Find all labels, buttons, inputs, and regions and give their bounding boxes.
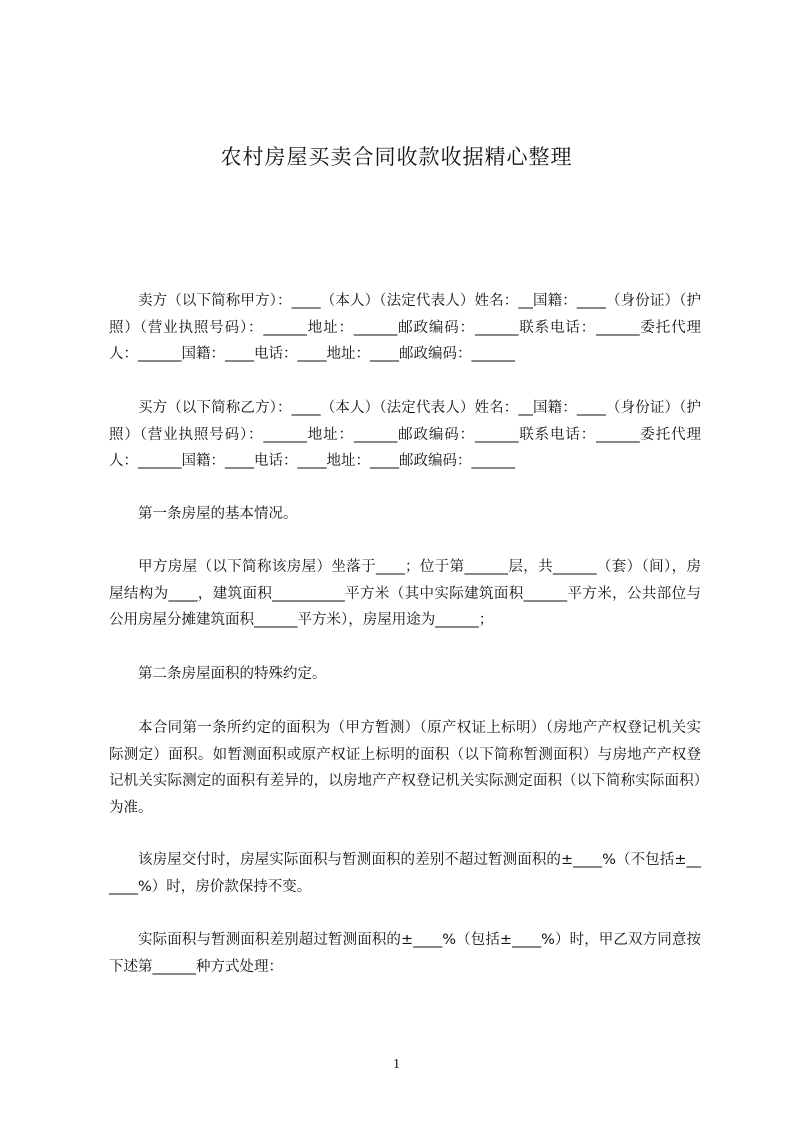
article-2-paragraph-3: 实际面积与暂测面积差别超过暂测面积的±____%（包括±____%）时，甲乙双方同意按下述第______种方式处理： (109, 932, 701, 975)
article-1-heading: 第一条房屋的基本情况。 (138, 506, 298, 522)
document-title: 农村房屋买卖合同收款收据精心整理 (220, 145, 573, 169)
seller-paragraph: 卖方（以下简称甲方）：____（本人）（法定代表人）姓名：__国籍：____（身份证）（护照）（营业执照号码）：______地址：______邮政编码：______联系电话：______委托代理人：______国籍：____电话：____地址：____邮政编码：______ (109, 293, 701, 362)
article-2-paragraph-2: 该房屋交付时，房屋实际面积与暂测面积的差别不超过暂测面积的±____%（不包括±______%）时，房价款保持不变。 (109, 852, 701, 895)
article-2-heading: 第二条房屋面积的特殊约定。 (138, 666, 327, 682)
article-2-paragraph-1: 本合同第一条所约定的面积为（甲方暂测）（原产权证上标明）（房地产产权登记机关实际测定）面积。如暂测面积或原产权证上标明的面积（以下简称暂测面积）与房地产产权登记机关实际测定的面积有差异的，以房地产产权登记机关实际测定面积（以下简称实际面积）为准。 (109, 720, 701, 816)
page-number: 1 (393, 1057, 400, 1072)
buyer-paragraph: 买方（以下简称乙方）：____（本人）（法定代表人）姓名：__国籍：____（身份证）（护照）（营业执照号码）：______地址：______邮政编码：______联系电话：______委托代理人：______国籍：____电话：____地址：____邮政编码：______ (109, 400, 701, 469)
article-1-paragraph: 甲方房屋（以下简称该房屋）坐落于____；位于第______层，共______（套）（间），房屋结构为____，建筑面积__________平方米（其中实际建筑面积______平方米，公共部位与公用房屋分摊建筑面积______平方米），房屋用途为______； (109, 559, 701, 628)
